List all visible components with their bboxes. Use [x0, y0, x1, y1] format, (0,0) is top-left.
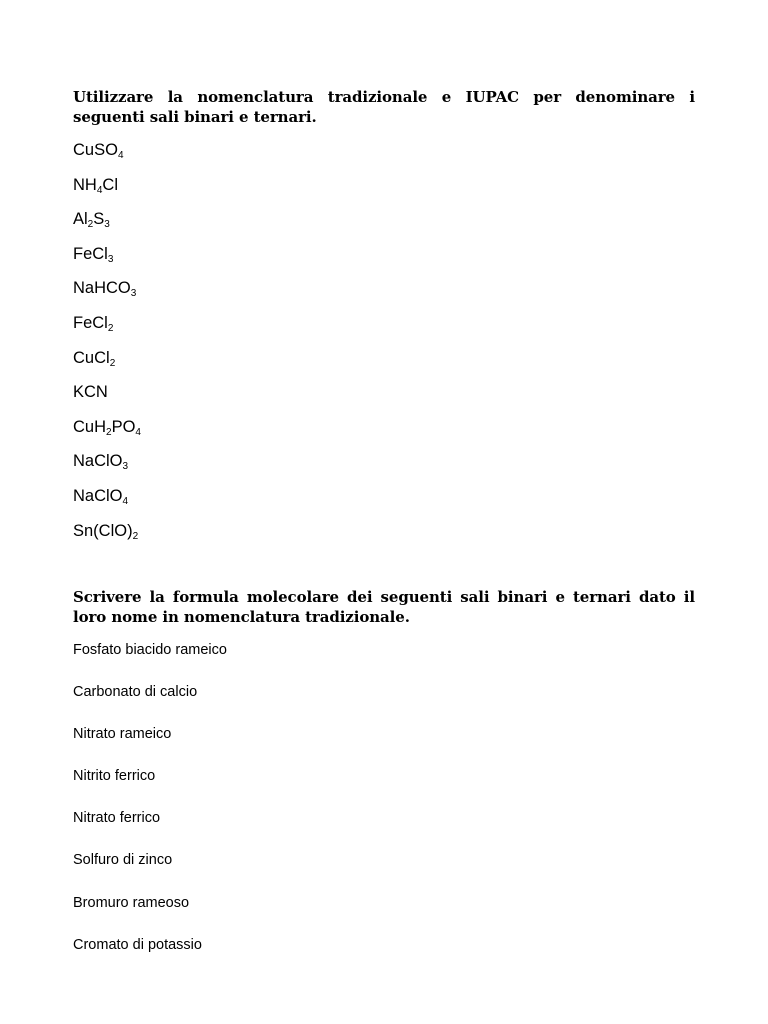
- formula-text: NaClO: [73, 452, 123, 471]
- formula-item: [73, 519, 141, 554]
- formula-text: Sn(ClO): [73, 521, 133, 540]
- salt-name-item: Cromato di potassio: [73, 936, 202, 953]
- formula-text: KCN: [73, 383, 108, 402]
- salt-name-item: Nitrato ferrico: [73, 810, 161, 827]
- formula-item: [73, 207, 141, 242]
- formula-item: [73, 138, 141, 173]
- formula-text: NH: [73, 175, 97, 194]
- salt-name-item: Fosfato biacido rameico: [73, 642, 227, 658]
- formula-item: [73, 449, 141, 484]
- section1-heading: Utilizzare la nomenclatura tradizionale e IUPAC per denominare i seguenti sali binari e ternari.: [73, 88, 695, 126]
- formula-subscript: 2: [132, 530, 139, 542]
- formula-item: [73, 242, 141, 277]
- formula-subscript: 4: [117, 150, 124, 161]
- formula-text: NaClO: [73, 486, 123, 505]
- formula-item: [73, 484, 141, 519]
- formula-text: CuSO: [73, 141, 118, 159]
- formula-text: PO: [111, 417, 136, 436]
- formula-subscript: 4: [96, 184, 103, 196]
- formula-text: NaHCO: [73, 279, 131, 298]
- formula-item: [73, 415, 141, 450]
- formula-text: CuH: [73, 417, 107, 436]
- formula-subscript: 2: [107, 322, 114, 334]
- formula-item: [73, 173, 141, 208]
- formula-text: FeCl: [73, 313, 108, 332]
- salt-name-item: Nitrato rameico: [73, 726, 172, 743]
- formula-subscript: 2: [87, 219, 94, 231]
- section2-heading: Scrivere la formula molecolare dei seguenti sali binari e ternari dato il loro nome in nomenclatura tradizionale.: [73, 588, 695, 626]
- formula-subscript: 3: [122, 461, 129, 473]
- formula-subscript: 3: [130, 288, 137, 300]
- salt-name-item: Bromuro rameoso: [73, 894, 190, 911]
- formula-subscript: 4: [135, 426, 141, 438]
- salt-name-item: Nitrito ferrico: [73, 768, 156, 785]
- formula-item: [73, 276, 141, 311]
- formula-subscript: 2: [106, 426, 112, 438]
- formula-list: [73, 138, 141, 553]
- formula-subscript: 3: [107, 253, 114, 265]
- formula-subscript: 2: [109, 357, 116, 369]
- formula-item: [73, 311, 141, 346]
- salt-name-item: Solfuro di zinco: [73, 852, 173, 869]
- formula-text: FeCl: [73, 244, 108, 263]
- formula-text: Cl: [102, 175, 118, 194]
- formula-text: S: [93, 210, 105, 229]
- formula-subscript: 4: [122, 495, 129, 507]
- formula-item: [73, 346, 141, 381]
- salt-name-item: Carbonato di calcio: [73, 684, 198, 701]
- formula-text: Al: [73, 210, 88, 229]
- formula-subscript: 3: [104, 219, 110, 231]
- salt-name-list: [73, 640, 227, 977]
- formula-text: CuCl: [73, 348, 110, 367]
- formula-item: [73, 380, 141, 415]
